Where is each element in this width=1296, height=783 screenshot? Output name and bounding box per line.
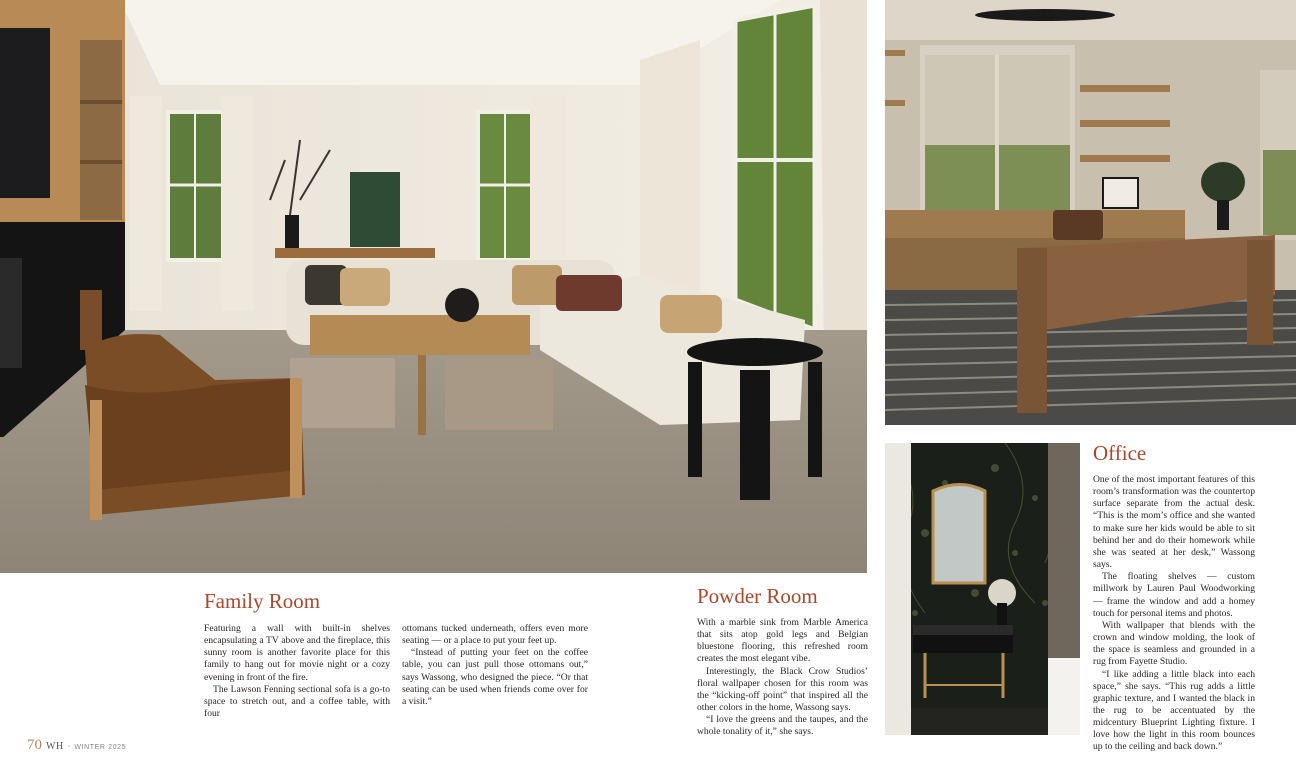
office-paragraph: “I like adding a little black into each space,” she says. “This rug adds a little graphic texture, and I wanted the black in the rug to be accentuated by the midcentury Blueprint Lighting fixture. I love how the light in this room bounces up to the ceiling and back down.”: [1093, 668, 1255, 753]
powder-room-paragraph: “I love the greens and the taupes, and the whole tonality of it,” she says.: [697, 714, 868, 738]
family-room-paragraph: The Lawson Fenning sectional sofa is a go-to space to stretch out, and a coffee table, with four: [204, 683, 390, 720]
page-number: 70: [27, 737, 42, 753]
family-room-column-2: [402, 623, 588, 708]
office-heading: Office: [1093, 441, 1147, 465]
magazine-logo: WH: [46, 741, 64, 752]
powder-room-photo: [885, 443, 1080, 735]
family-room-heading: Family Room: [204, 589, 321, 613]
office-paragraph: With wallpaper that blends with the crown and window molding, the look of the space is seamless and grounded in a rug from Fayette Studio.: [1093, 619, 1255, 668]
family-room-paragraph: “Instead of putting your feet on the coffee table, you can just pull those ottomans out,” says Wassong, who designed the piece. “Or that seating can be used when friends come over for a visit.”: [402, 647, 588, 707]
office-paragraph: One of the most important features of this room’s transformation was the countertop surface separate from the actual desk. “This is the mom’s office and she wanted to make sure her kids would be able to sit behind her and do their homework while she was seated at her desk,” Wassong says.: [1093, 474, 1255, 571]
family-room-column-1: [204, 623, 390, 720]
powder-room-paragraph: Interestingly, the Black Crow Studios’ floral wallpaper chosen for this room was the “kicking-off point” that inspired all the other colors in the home, Wassong says.: [697, 665, 868, 714]
powder-room-column: [697, 617, 868, 739]
family-room-paragraph: Featuring a wall with built-in shelves encapsulating a TV above and the fireplace, this sunny room is another favorite place for this family to hang out for movie night or a cozy evening in front of the fire.: [204, 623, 390, 683]
powder-room-paragraph: With a marble sink from Marble America that sits atop gold legs and Belgian bluestone flooring, this refreshed room creates the most elegant vibe.: [697, 617, 868, 665]
family-room-paragraph: ottomans tucked underneath, offers even more seating — or a place to put your feet up.: [402, 623, 588, 647]
page-footer: [27, 737, 126, 755]
issue-label: WINTER 2025: [74, 744, 127, 751]
office-paragraph: The floating shelves — custom millwork by Lauren Paul Woodworking — frame the window and add a homey touch for personal items and photos.: [1093, 571, 1255, 619]
office-photo: [885, 0, 1296, 425]
office-column: [1093, 474, 1255, 754]
footer-separator: ·: [67, 742, 71, 751]
family-room-photo: [0, 0, 867, 573]
powder-room-heading: Powder Room: [697, 584, 818, 608]
